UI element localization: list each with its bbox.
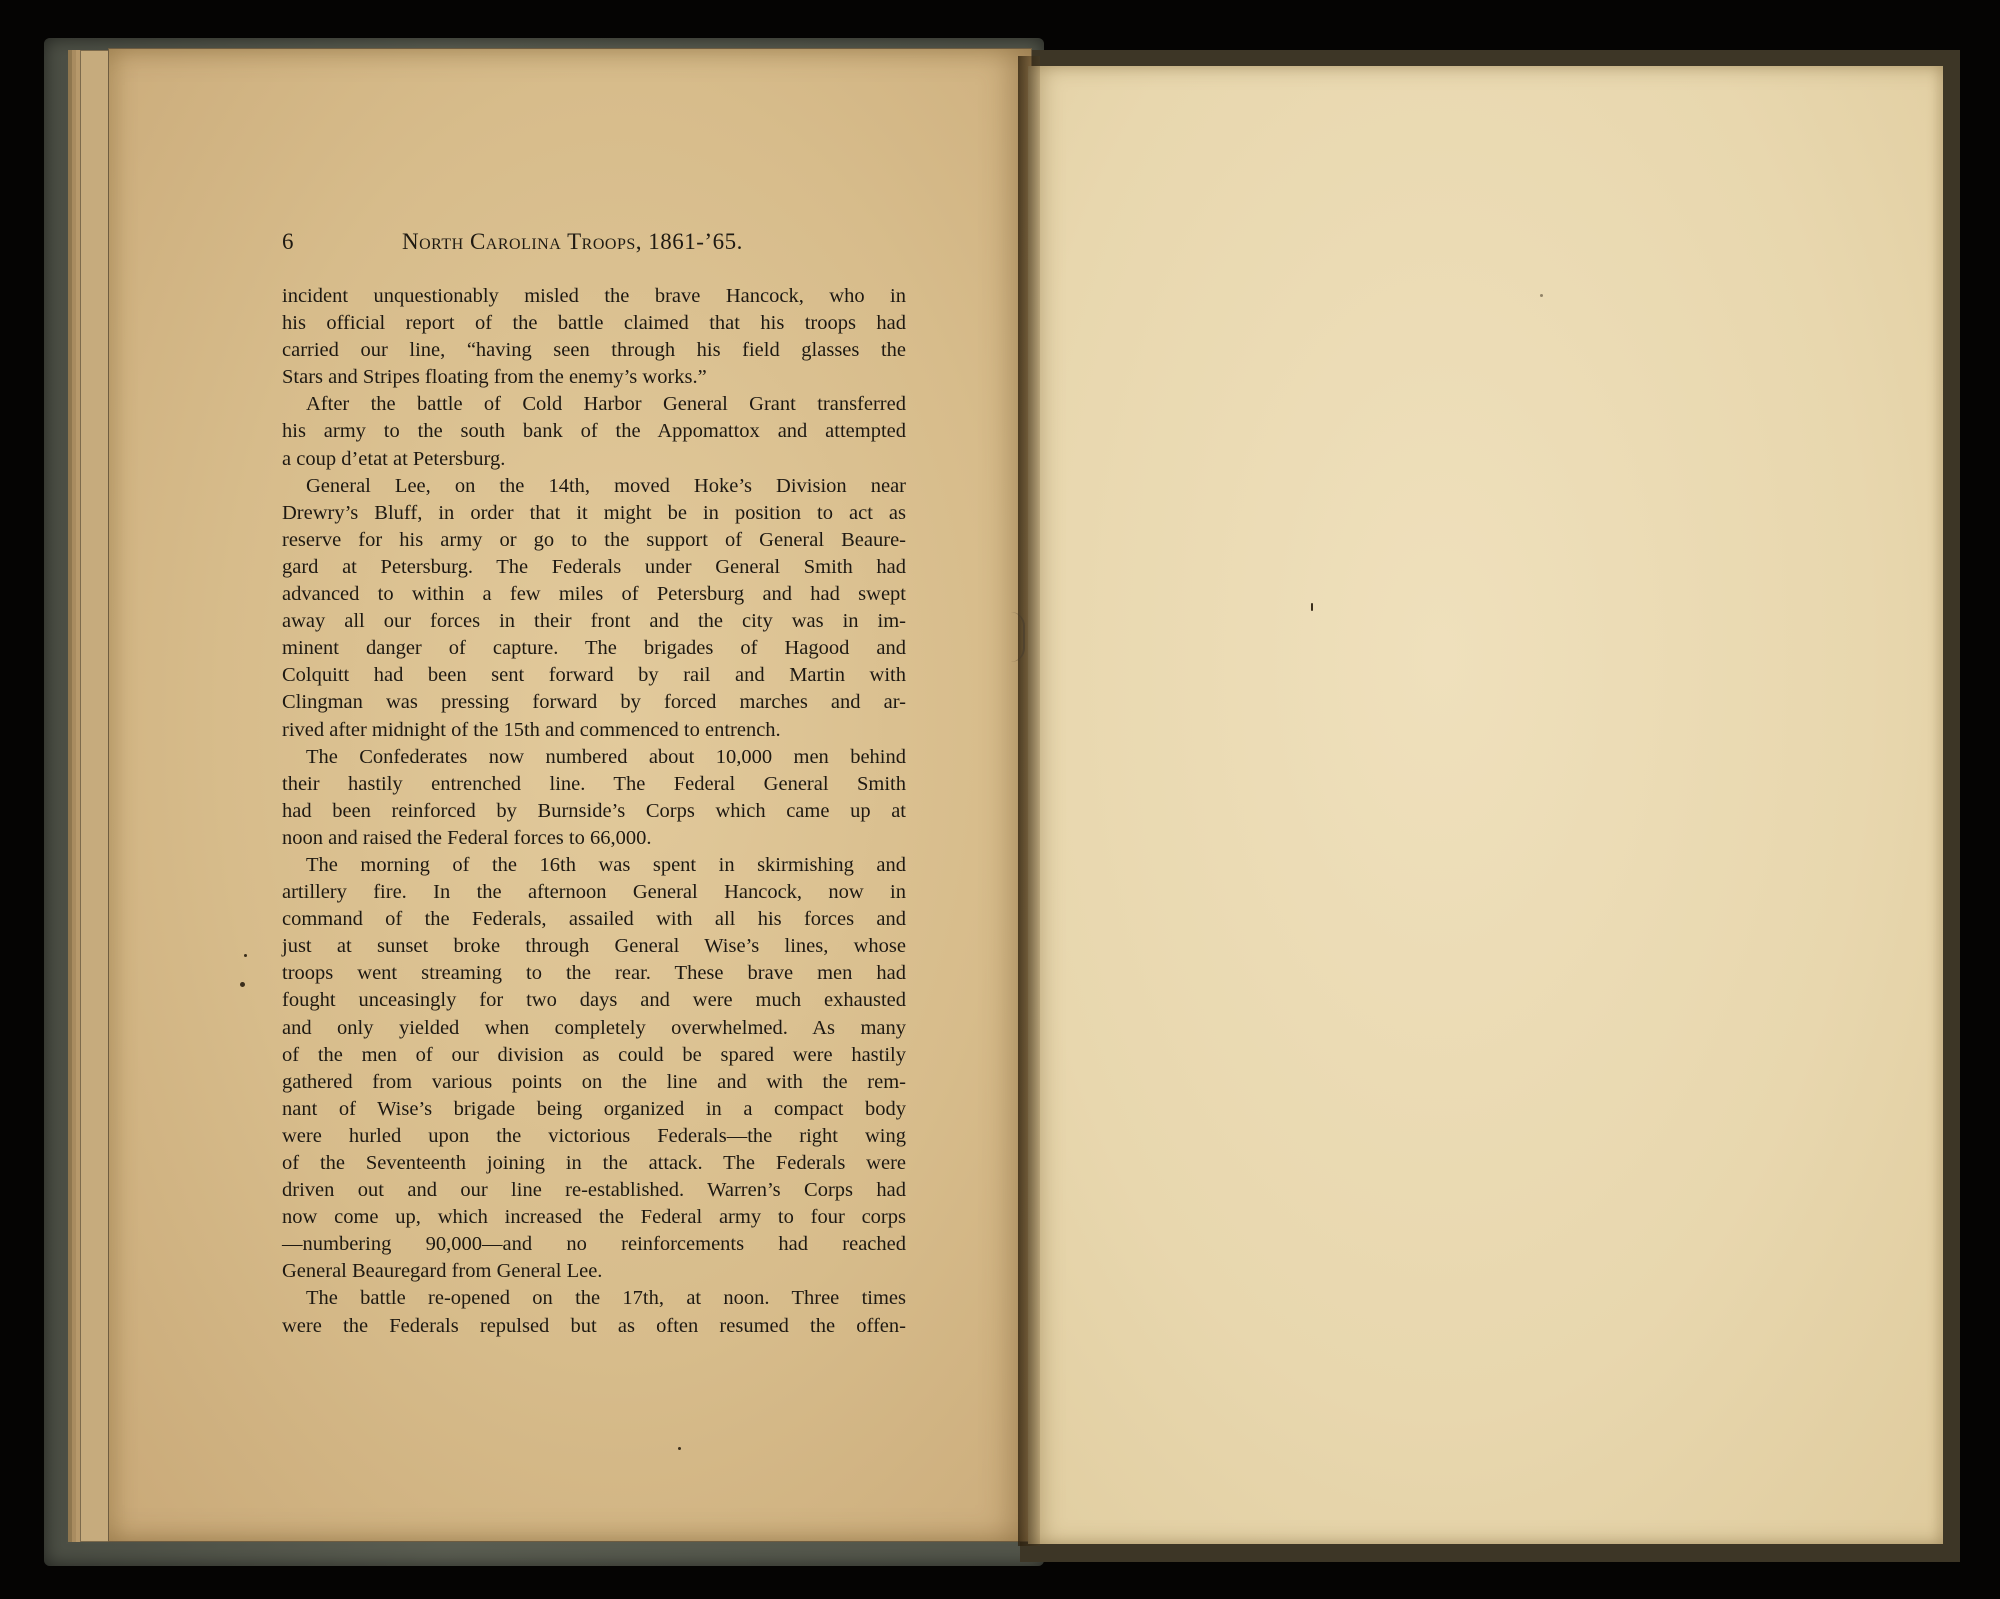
- margin-mark: [1005, 612, 1025, 662]
- page-number: 6: [282, 229, 294, 254]
- text-line: now come up, which increased the Federal army to four corps: [282, 1206, 906, 1229]
- text-line: driven out and our line re-established. Warren’s Corps had: [282, 1179, 906, 1202]
- text-line: advanced to within a few miles of Petersburg and had swept: [282, 583, 906, 606]
- text-line: Stars and Stripes floating from the enemy’s works.”: [282, 366, 707, 389]
- text-line: their hastily entrenched line. The Federal General Smith: [282, 772, 906, 795]
- paper-speck: [1540, 294, 1543, 297]
- text-line: The Confederates now numbered about 10,000 men behind: [306, 745, 906, 768]
- text-line: The morning of the 16th was spent in skirmishing and: [306, 853, 906, 876]
- text-line: —numbering 90,000—and no reinforcements had reached: [282, 1233, 906, 1256]
- text-line: his official report of the battle claimed that his troops had: [282, 312, 906, 335]
- text-line: fought unceasingly for two days and were much exhausted: [282, 989, 906, 1012]
- paper-speck: [244, 954, 247, 957]
- text-line: of the men of our division as could be spared were hastily: [282, 1043, 906, 1066]
- text-line: away all our forces in their front and the city was in im-: [282, 610, 906, 633]
- text-line: incident unquestionably misled the brave Hancock, who in: [282, 285, 906, 307]
- text-line: his army to the south bank of the Appomattox and attempted: [282, 420, 906, 443]
- text-line: troops went streaming to the rear. These brave men had: [282, 962, 906, 985]
- text-line: noon and raised the Federal forces to 66,000.: [282, 826, 652, 849]
- text-line: Clingman was pressing forward by forced marches and ar-: [282, 691, 906, 714]
- running-head: [282, 229, 912, 263]
- body-text: [282, 283, 906, 1340]
- text-line: reserve for his army or go to the support of General Beaure-: [282, 528, 906, 551]
- text-line: General Beauregard from General Lee.: [282, 1260, 603, 1283]
- text-line: Drewry’s Bluff, in order that it might be in position to act as: [282, 501, 906, 524]
- text-line: carried our line, “having seen through his field glasses the: [282, 339, 906, 362]
- text-line: command of the Federals, assailed with all his forces and: [282, 908, 906, 931]
- text-line: and only yielded when completely overwhelmed. As many: [282, 1016, 906, 1039]
- text-line: were the Federals repulsed but as often resumed the offen-: [282, 1314, 906, 1337]
- text-line: gathered from various points on the line and with the rem-: [282, 1070, 906, 1093]
- text-line: gard at Petersburg. The Federals under General Smith had: [282, 555, 906, 578]
- paper-speck: [1311, 603, 1313, 611]
- text-line: minent danger of capture. The brigades of Hagood and: [282, 637, 906, 660]
- paper-speck: [678, 1447, 681, 1450]
- text-line: rived after midnight of the 15th and commenced to entrench.: [282, 718, 781, 741]
- text-line: nant of Wise’s brigade being organized in a compact body: [282, 1097, 906, 1120]
- text-line: artillery fire. In the afternoon General Hancock, now in: [282, 881, 906, 904]
- paper-speck: [240, 982, 245, 987]
- text-line: Colquitt had been sent forward by rail and Martin with: [282, 664, 906, 687]
- text-line: a coup d’etat at Petersburg.: [282, 447, 506, 470]
- gutter: [1018, 56, 1040, 1546]
- right-blank-page: [1028, 66, 1943, 1544]
- running-head-title: North Carolina Troops, 1861-’65.: [402, 229, 743, 254]
- text-line: just at sunset broke through General Wise’s lines, whose: [282, 935, 906, 958]
- text-line: of the Seventeenth joining in the attack. The Federals were: [282, 1152, 906, 1174]
- text-line: were hurled upon the victorious Federals—the right wing: [282, 1124, 906, 1147]
- text-line: The battle re-opened on the 17th, at noon. Three times: [306, 1287, 906, 1310]
- text-line: had been reinforced by Burnside’s Corps which came up at: [282, 799, 906, 822]
- text-line: After the battle of Cold Harbor General Grant transferred: [306, 393, 906, 416]
- text-line: General Lee, on the 14th, moved Hoke’s Division near: [306, 474, 906, 497]
